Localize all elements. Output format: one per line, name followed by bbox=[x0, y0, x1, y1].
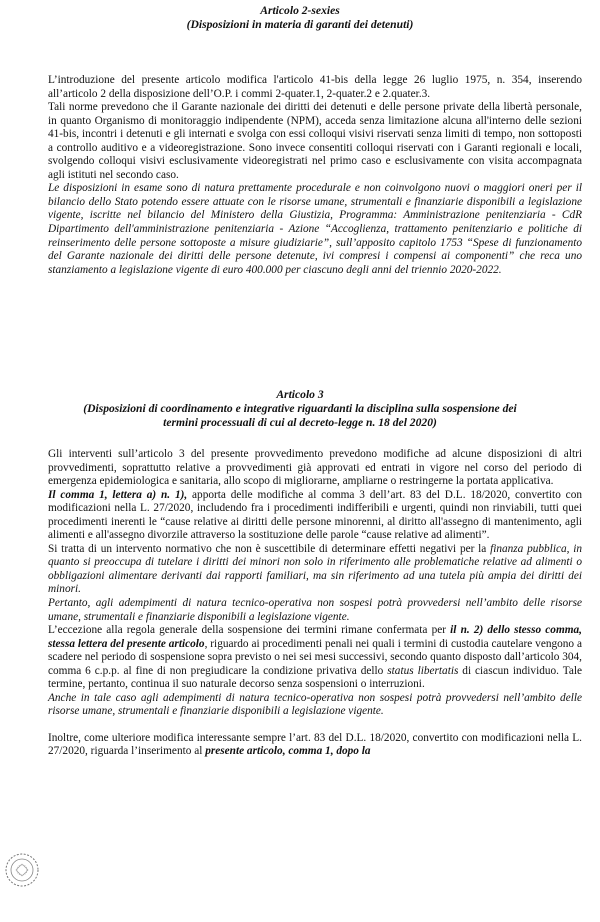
article-3-body bbox=[48, 448, 582, 759]
paragraph-text: apporta delle modifiche al comma 3 dell’art. 83 del D.L. 18/2020, convertito con modificazioni nella L. 27/2020, includendo fra i procedimenti indifferibili e urgenti, quindi non rinviabili, tutti quei procedimenti inerenti le “cause relative ai diritti delle persone minorenni, al diritto all'assegno di mantenimento, agli alimenti e all'assegno divorzile attraverso la sostituzione delle parole “cause relative ad alimenti”. bbox=[48, 488, 582, 542]
paragraph-text: L’eccezione alla regola generale della sospensione dei termini rimane confermata per bbox=[48, 624, 451, 637]
paragraph: Pertanto, agli adempimenti di natura tecnico-operativa non sospesi potrà provvedersi nell’ambito delle risorse umane, strumentali e finanziarie disponibili a legislazione vigente. bbox=[48, 597, 582, 623]
comma-reference: Il comma 1, lettera a) n. 1), bbox=[48, 488, 188, 501]
paragraph-text-italic: finanza pubblica, in quanto si preoccupa di tutelare i diritti dei minori non solo in riferimento alle problematiche relative ad alimenti o obbligazioni alimentare derivanti dai rapporti familiari, ma sin riferimento ad una tutela più ampia dei diritti dei minori. bbox=[48, 542, 582, 596]
official-seal-icon bbox=[4, 852, 40, 888]
article-3-subtitle-line2: termini processuali di cui al decreto-legge n. 18 del 2020) bbox=[163, 416, 437, 429]
article-3-subtitle-line1: (Disposizioni di coordinamento e integrative riguardanti la disciplina sulla sospensione dei bbox=[83, 402, 517, 415]
paragraph-text: Inoltre, come ulteriore modifica interessante sempre l’art. 83 del D.L. 18/2020, convertito con modificazioni nella L. 27/2020, riguarda l’inserimento al bbox=[48, 731, 582, 758]
paragraph: Gli interventi sull’articolo 3 del presente provvedimento prevedono modifiche ad alcune disposizioni di altri provvedimenti, soprattutto relative a provvedimenti già approvati ed entrati in vigore nel corso del periodo di emergenza epidemiologica e sanitaria, allo scopo di migliorarne, ampliarne o restringerne la portata applicativa. bbox=[48, 448, 582, 488]
paragraph: Anche in tale caso agli adempimenti di natura tecnico-operativa non sospesi potrà provvedersi nell’ambito delle risorse umane, strumentali e finanziarie disponibili a legislazione vigente. bbox=[48, 691, 582, 718]
paragraph bbox=[48, 543, 582, 597]
paragraph: Le disposizioni in esame sono di natura prettamente procedurale e non coinvolgono nuovi o maggiori oneri per il bilancio dello Stato potendo essere attuate con le risorse umane, strumentali e finanziarie disponibili a legislazione vigente, iscritte nel bilancio del Ministero della Giustizia, Programma: Amministrazione penitenziaria - CdR Dipartimento dell'amministrazione penitenziaria - Azione “Accoglienza, trattamento penitenziario e politiche di reinserimento delle persone sottoposte a misure giudiziarie”, sull’apposito capitolo 1753 “Spese di funzionamento del Garante nazionale dei diritti delle persone detenute, ivi compresi i compensi ai componenti” che reca uno stanziamento a legislazione vigente di euro 400.000 per ciascuno degli anni del triennio 2020-2022. bbox=[48, 182, 582, 276]
article-3-title: Articolo 3 bbox=[276, 388, 324, 401]
paragraph: Tali norme prevedono che il Garante nazionale dei diritti dei detenuti e delle persone private della libertà personale, in quanto Organismo di monitoraggio indipendente (NPM), acceda senza limitazione alcuna all'interno delle sezioni 41-bis, incontri i detenuti e gli internati e svolga con essi colloqui visivi riservati senza limiti di tempo, non sottoposti a controllo auditivo e a videoregistrazione. Sono invece consentiti colloqui riservati con i Garanti regionali e locali, svolgendo colloqui visivi esclusivamente videoregistrati nel primo caso e esclusivamente con visita accompagnata agli istituti nel secondo caso. bbox=[48, 101, 582, 181]
latin-term: status libertatis bbox=[387, 664, 459, 677]
comma-reference: presente articolo, comma 1, dopo la bbox=[205, 745, 371, 758]
paragraph: L’introduzione del presente articolo modifica l'articolo 41-bis della legge 26 luglio 1975, n. 354, inserendo all’articolo 2 della disposizione dell’O.P. i commi 2-quater.1, 2-quater.2 e 2.quater.3. bbox=[48, 74, 582, 100]
comma-reference: il n. 2) dello stesso comma, stessa lettera del presente articolo bbox=[48, 624, 582, 650]
paragraph-text: , riguardo ai procedimenti penali nei quali i termini di custodia cautelare vengono a scadere nel periodo di sospensione sopra previsto o nei sei mesi successivi, secondo quanto disposto dall’articolo 304, comma 6 c.p.p. al fine di non pregiudicare la condizione privativa dello bbox=[48, 637, 582, 677]
article-2-sexies-subtitle: (Disposizioni in materia di garanti dei detenuti) bbox=[186, 18, 414, 31]
article-2-sexies-title: Articolo 2-sexies bbox=[260, 4, 340, 17]
paragraph-text: Si tratta di un intervento normativo che non è suscettibile di determinare effetti negativi per la bbox=[48, 542, 491, 555]
paragraph bbox=[48, 732, 582, 759]
article-2-sexies-body bbox=[48, 74, 582, 277]
paragraph-text: di ciascun individuo. Tale termine, pertanto, continua il suo naturale decorso senza sospensioni o interruzioni. bbox=[48, 664, 582, 691]
paragraph bbox=[48, 624, 582, 692]
paragraph bbox=[48, 489, 582, 543]
